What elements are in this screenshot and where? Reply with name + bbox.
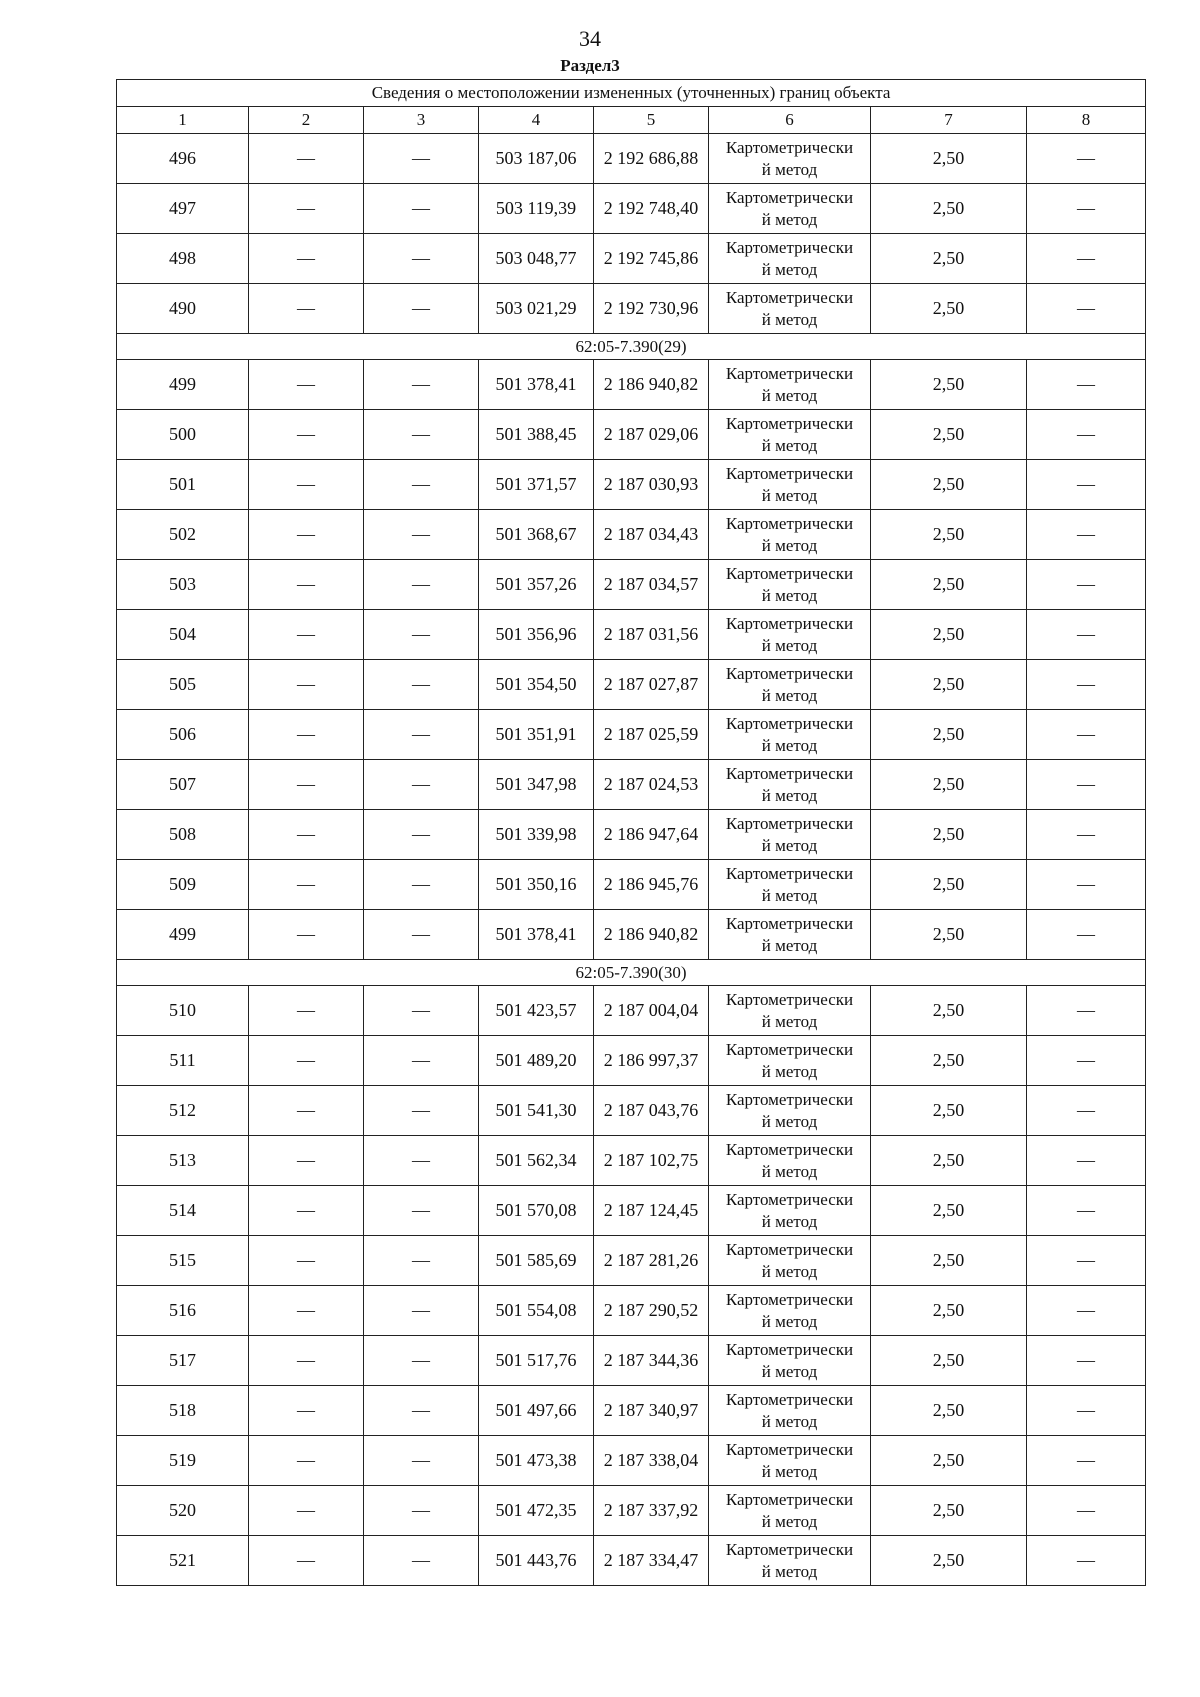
point-number-cell: 512 [117,1086,249,1136]
point-number-cell: 517 [117,1336,249,1386]
table-row [117,360,1146,410]
accuracy-cell: 2,50 [871,410,1027,460]
empty-cell: — [364,610,479,660]
method-cell: Картометрически й метод [709,860,871,910]
method-cell: Картометрически й метод [709,510,871,560]
empty-cell: — [1027,1536,1146,1586]
empty-cell: — [1027,360,1146,410]
table-row [117,1036,1146,1086]
point-number-cell: 505 [117,660,249,710]
y-coordinate-cell: 2 187 102,75 [594,1136,709,1186]
y-coordinate-cell: 2 187 031,56 [594,610,709,660]
table-row [117,1536,1146,1586]
x-coordinate-cell: 503 187,06 [479,134,594,184]
point-number-cell: 513 [117,1136,249,1186]
accuracy-cell: 2,50 [871,986,1027,1036]
y-coordinate-cell: 2 186 947,64 [594,810,709,860]
empty-cell: — [249,610,364,660]
x-coordinate-cell: 501 585,69 [479,1236,594,1286]
table-row [117,1186,1146,1236]
method-cell: Картометрически й метод [709,410,871,460]
point-number-cell: 519 [117,1436,249,1486]
empty-cell: — [1027,910,1146,960]
empty-cell: — [1027,760,1146,810]
point-number-cell: 501 [117,460,249,510]
empty-cell: — [249,284,364,334]
empty-cell: — [364,460,479,510]
empty-cell: — [249,660,364,710]
accuracy-cell: 2,50 [871,284,1027,334]
x-coordinate-cell: 501 347,98 [479,760,594,810]
empty-cell: — [364,710,479,760]
group-label: 62:05-7.390(30) [117,960,1146,986]
point-number-cell: 500 [117,410,249,460]
table-row [117,810,1146,860]
y-coordinate-cell: 2 192 730,96 [594,284,709,334]
empty-cell: — [249,1536,364,1586]
empty-cell: — [364,234,479,284]
x-coordinate-cell: 501 423,57 [479,986,594,1036]
empty-cell: — [249,510,364,560]
empty-cell: — [364,510,479,560]
empty-cell: — [364,1336,479,1386]
accuracy-cell: 2,50 [871,1086,1027,1136]
column-header: 7 [871,107,1027,134]
method-cell: Картометрически й метод [709,760,871,810]
table-row [117,610,1146,660]
method-cell: Картометрически й метод [709,1336,871,1386]
x-coordinate-cell: 501 472,35 [479,1486,594,1536]
empty-cell: — [249,1336,364,1386]
method-cell: Картометрически й метод [709,284,871,334]
empty-cell: — [364,284,479,334]
point-number-cell: 508 [117,810,249,860]
empty-cell: — [364,560,479,610]
accuracy-cell: 2,50 [871,134,1027,184]
table-row [117,710,1146,760]
method-cell: Картометрически й метод [709,1236,871,1286]
table-row [117,134,1146,184]
point-number-cell: 496 [117,134,249,184]
empty-cell: — [1027,134,1146,184]
accuracy-cell: 2,50 [871,234,1027,284]
table-row [117,660,1146,710]
method-cell: Картометрически й метод [709,1036,871,1086]
empty-cell: — [1027,1186,1146,1236]
empty-cell: — [249,1486,364,1536]
point-number-cell: 499 [117,910,249,960]
column-header: 8 [1027,107,1146,134]
empty-cell: — [249,1436,364,1486]
y-coordinate-cell: 2 187 281,26 [594,1236,709,1286]
point-number-cell: 516 [117,1286,249,1336]
method-cell: Картометрически й метод [709,610,871,660]
accuracy-cell: 2,50 [871,1186,1027,1236]
empty-cell: — [1027,1386,1146,1436]
method-cell: Картометрически й метод [709,560,871,610]
y-coordinate-cell: 2 187 124,45 [594,1186,709,1236]
table-row [117,1136,1146,1186]
empty-cell: — [249,560,364,610]
table-row [117,1336,1146,1386]
empty-cell: — [364,134,479,184]
empty-cell: — [1027,1286,1146,1336]
empty-cell: — [364,184,479,234]
table-row [117,1386,1146,1436]
point-number-cell: 515 [117,1236,249,1286]
y-coordinate-cell: 2 187 338,04 [594,1436,709,1486]
table-row [117,760,1146,810]
x-coordinate-cell: 503 119,39 [479,184,594,234]
accuracy-cell: 2,50 [871,1536,1027,1586]
empty-cell: — [249,810,364,860]
empty-cell: — [1027,810,1146,860]
x-coordinate-cell: 503 048,77 [479,234,594,284]
empty-cell: — [364,1036,479,1086]
empty-cell: — [1027,660,1146,710]
x-coordinate-cell: 501 356,96 [479,610,594,660]
column-header-row [117,107,1146,134]
table-row [117,510,1146,560]
x-coordinate-cell: 501 354,50 [479,660,594,710]
method-cell: Картометрически й метод [709,360,871,410]
y-coordinate-cell: 2 186 940,82 [594,910,709,960]
table-row [117,234,1146,284]
table-row [117,910,1146,960]
empty-cell: — [364,860,479,910]
x-coordinate-cell: 501 517,76 [479,1336,594,1386]
y-coordinate-cell: 2 187 027,87 [594,660,709,710]
empty-cell: — [249,1186,364,1236]
empty-cell: — [249,1286,364,1336]
x-coordinate-cell: 501 388,45 [479,410,594,460]
empty-cell: — [1027,184,1146,234]
point-number-cell: 506 [117,710,249,760]
empty-cell: — [249,460,364,510]
empty-cell: — [249,710,364,760]
accuracy-cell: 2,50 [871,184,1027,234]
table-row [117,284,1146,334]
accuracy-cell: 2,50 [871,910,1027,960]
column-header: 4 [479,107,594,134]
x-coordinate-cell: 501 378,41 [479,360,594,410]
x-coordinate-cell: 501 357,26 [479,560,594,610]
empty-cell: — [249,986,364,1036]
y-coordinate-cell: 2 186 945,76 [594,860,709,910]
empty-cell: — [364,1086,479,1136]
x-coordinate-cell: 501 443,76 [479,1536,594,1586]
empty-cell: — [1027,1036,1146,1086]
accuracy-cell: 2,50 [871,1436,1027,1486]
y-coordinate-cell: 2 187 030,93 [594,460,709,510]
accuracy-cell: 2,50 [871,1136,1027,1186]
empty-cell: — [364,986,479,1036]
x-coordinate-cell: 501 473,38 [479,1436,594,1486]
accuracy-cell: 2,50 [871,1386,1027,1436]
empty-cell: — [1027,510,1146,560]
point-number-cell: 510 [117,986,249,1036]
empty-cell: — [249,910,364,960]
point-number-cell: 503 [117,560,249,610]
empty-cell: — [364,1136,479,1186]
empty-cell: — [1027,1136,1146,1186]
method-cell: Картометрически й метод [709,1486,871,1536]
table-caption: Сведения о местоположении измененных (уточненных) границ объекта [117,80,1146,107]
x-coordinate-cell: 501 339,98 [479,810,594,860]
accuracy-cell: 2,50 [871,810,1027,860]
table-row [117,986,1146,1036]
table-row [117,410,1146,460]
method-cell: Картометрически й метод [709,1286,871,1336]
y-coordinate-cell: 2 192 748,40 [594,184,709,234]
accuracy-cell: 2,50 [871,760,1027,810]
empty-cell: — [364,1436,479,1486]
x-coordinate-cell: 501 570,08 [479,1186,594,1236]
accuracy-cell: 2,50 [871,560,1027,610]
x-coordinate-cell: 501 378,41 [479,910,594,960]
accuracy-cell: 2,50 [871,1336,1027,1386]
method-cell: Картометрически й метод [709,910,871,960]
empty-cell: — [249,184,364,234]
section-title: Раздел3 [560,56,620,75]
y-coordinate-cell: 2 187 043,76 [594,1086,709,1136]
coordinates-table [116,79,1146,1586]
point-number-cell: 507 [117,760,249,810]
empty-cell: — [364,1286,479,1336]
empty-cell: — [249,360,364,410]
accuracy-cell: 2,50 [871,360,1027,410]
y-coordinate-cell: 2 186 940,82 [594,360,709,410]
empty-cell: — [1027,610,1146,660]
empty-cell: — [1027,560,1146,610]
empty-cell: — [1027,1436,1146,1486]
y-coordinate-cell: 2 187 337,92 [594,1486,709,1536]
method-cell: Картометрически й метод [709,660,871,710]
empty-cell: — [1027,1486,1146,1536]
accuracy-cell: 2,50 [871,1286,1027,1336]
empty-cell: — [1027,710,1146,760]
empty-cell: — [249,760,364,810]
method-cell: Картометрически й метод [709,234,871,284]
group-header-row [117,334,1146,360]
x-coordinate-cell: 501 371,57 [479,460,594,510]
group-label: 62:05-7.390(29) [117,334,1146,360]
x-coordinate-cell: 501 554,08 [479,1286,594,1336]
point-number-cell: 499 [117,360,249,410]
point-number-cell: 511 [117,1036,249,1086]
empty-cell: — [364,410,479,460]
point-number-cell: 504 [117,610,249,660]
y-coordinate-cell: 2 187 034,43 [594,510,709,560]
y-coordinate-cell: 2 187 290,52 [594,1286,709,1336]
empty-cell: — [249,1386,364,1436]
x-coordinate-cell: 501 562,34 [479,1136,594,1186]
method-cell: Картометрически й метод [709,460,871,510]
method-cell: Картометрически й метод [709,986,871,1036]
table-row [117,1436,1146,1486]
empty-cell: — [1027,410,1146,460]
x-coordinate-cell: 501 350,16 [479,860,594,910]
x-coordinate-cell: 501 351,91 [479,710,594,760]
empty-cell: — [364,1186,479,1236]
empty-cell: — [249,860,364,910]
empty-cell: — [249,1036,364,1086]
empty-cell: — [1027,1086,1146,1136]
table-row [117,184,1146,234]
method-cell: Картометрически й метод [709,1386,871,1436]
accuracy-cell: 2,50 [871,510,1027,560]
method-cell: Картометрически й метод [709,1186,871,1236]
point-number-cell: 518 [117,1386,249,1436]
page-number: 34 [579,26,601,51]
y-coordinate-cell: 2 187 034,57 [594,560,709,610]
point-number-cell: 490 [117,284,249,334]
empty-cell: — [249,1236,364,1286]
accuracy-cell: 2,50 [871,1486,1027,1536]
table-row [117,460,1146,510]
empty-cell: — [1027,460,1146,510]
x-coordinate-cell: 501 368,67 [479,510,594,560]
table-row [117,860,1146,910]
y-coordinate-cell: 2 187 024,53 [594,760,709,810]
empty-cell: — [249,134,364,184]
empty-cell: — [364,660,479,710]
column-header: 2 [249,107,364,134]
empty-cell: — [249,1086,364,1136]
empty-cell: — [1027,1236,1146,1286]
y-coordinate-cell: 2 187 344,36 [594,1336,709,1386]
method-cell: Картометрически й метод [709,1136,871,1186]
empty-cell: — [364,810,479,860]
empty-cell: — [364,360,479,410]
empty-cell: — [364,1236,479,1286]
point-number-cell: 497 [117,184,249,234]
y-coordinate-cell: 2 187 004,04 [594,986,709,1036]
empty-cell: — [364,1386,479,1436]
method-cell: Картометрически й метод [709,134,871,184]
y-coordinate-cell: 2 192 686,88 [594,134,709,184]
group-header-row [117,960,1146,986]
empty-cell: — [1027,234,1146,284]
point-number-cell: 502 [117,510,249,560]
point-number-cell: 520 [117,1486,249,1536]
x-coordinate-cell: 501 489,20 [479,1036,594,1086]
x-coordinate-cell: 503 021,29 [479,284,594,334]
accuracy-cell: 2,50 [871,1036,1027,1086]
method-cell: Картометрически й метод [709,1086,871,1136]
accuracy-cell: 2,50 [871,660,1027,710]
column-header: 1 [117,107,249,134]
x-coordinate-cell: 501 541,30 [479,1086,594,1136]
table-body [117,134,1146,1586]
empty-cell: — [1027,1336,1146,1386]
empty-cell: — [364,1486,479,1536]
empty-cell: — [1027,860,1146,910]
accuracy-cell: 2,50 [871,710,1027,760]
accuracy-cell: 2,50 [871,860,1027,910]
empty-cell: — [364,910,479,960]
empty-cell: — [364,1536,479,1586]
empty-cell: — [1027,986,1146,1036]
method-cell: Картометрически й метод [709,710,871,760]
y-coordinate-cell: 2 187 025,59 [594,710,709,760]
method-cell: Картометрически й метод [709,810,871,860]
y-coordinate-cell: 2 192 745,86 [594,234,709,284]
empty-cell: — [249,234,364,284]
table-row [117,1286,1146,1336]
empty-cell: — [249,410,364,460]
point-number-cell: 514 [117,1186,249,1236]
y-coordinate-cell: 2 187 334,47 [594,1536,709,1586]
point-number-cell: 521 [117,1536,249,1586]
point-number-cell: 498 [117,234,249,284]
accuracy-cell: 2,50 [871,610,1027,660]
point-number-cell: 509 [117,860,249,910]
empty-cell: — [249,1136,364,1186]
y-coordinate-cell: 2 187 340,97 [594,1386,709,1436]
accuracy-cell: 2,50 [871,460,1027,510]
y-coordinate-cell: 2 187 029,06 [594,410,709,460]
column-header: 3 [364,107,479,134]
table-row [117,560,1146,610]
y-coordinate-cell: 2 186 997,37 [594,1036,709,1086]
accuracy-cell: 2,50 [871,1236,1027,1286]
table-row [117,1236,1146,1286]
x-coordinate-cell: 501 497,66 [479,1386,594,1436]
column-header: 5 [594,107,709,134]
method-cell: Картометрически й метод [709,184,871,234]
method-cell: Картометрически й метод [709,1536,871,1586]
table-row [117,1486,1146,1536]
method-cell: Картометрически й метод [709,1436,871,1486]
empty-cell: — [364,760,479,810]
empty-cell: — [1027,284,1146,334]
column-header: 6 [709,107,871,134]
table-row [117,1086,1146,1136]
